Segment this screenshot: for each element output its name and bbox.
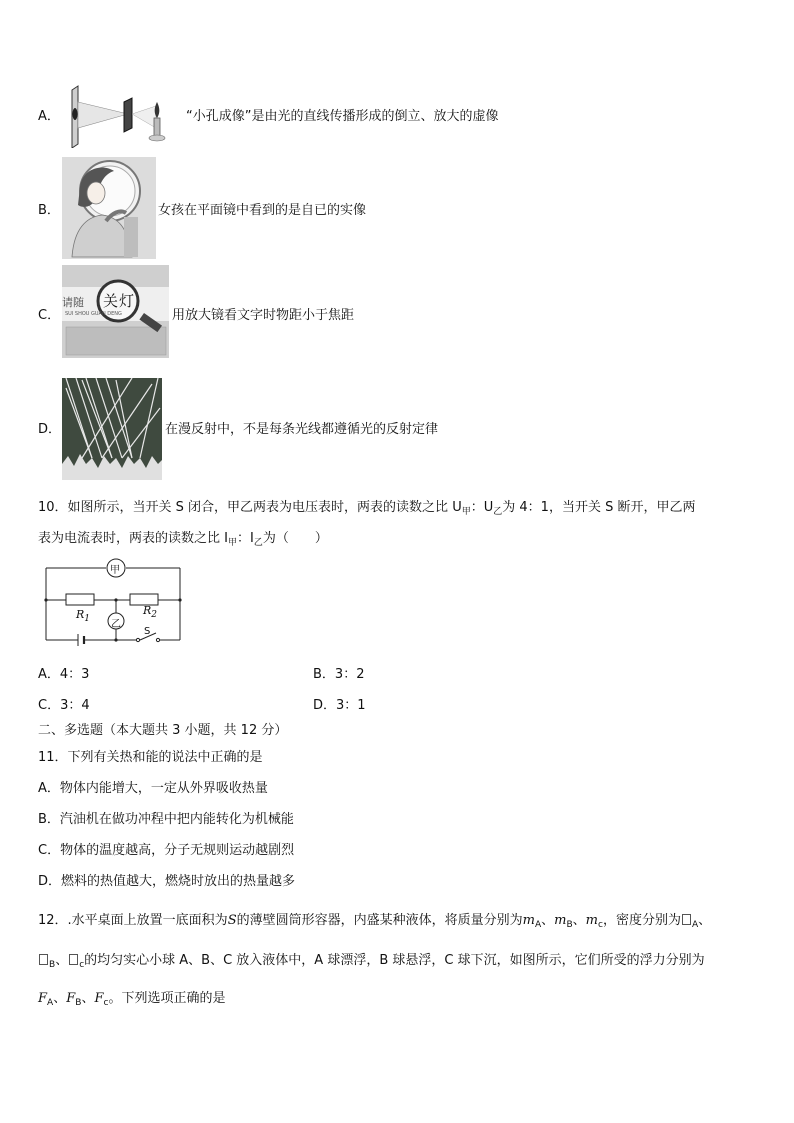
meter-yi-label: 乙 — [111, 619, 121, 630]
diffuse-reflection-figure — [62, 378, 162, 480]
option-b-text: 女孩在平面镜中看到的是自已的实像 — [158, 203, 367, 218]
missing-glyph-rho — [39, 954, 48, 965]
switch-label: S — [144, 626, 151, 637]
q12-stem-line3: $F_A$、$F_B$、$F_c$。下列选项正确的是 — [38, 991, 226, 1008]
card-big-text: 关灯 — [103, 292, 136, 310]
q11-option-c: C．物体的温度越高，分子无规则运动越剧烈 — [38, 843, 295, 858]
q11-option-d: D．燃料的热值越大，燃烧时放出的热量越多 — [38, 874, 296, 889]
option-c-letter: C． — [38, 308, 61, 323]
q10-option-b: B．3：2 — [313, 667, 365, 682]
q10-option-a: A．4：3 — [38, 667, 90, 682]
q11-option-a: A．物体内能增大，一定从外界吸收热量 — [38, 781, 268, 796]
r2-label: $R_2$ — [143, 604, 158, 620]
option-c-text: 用放大镜看文字时物距小于焦距 — [172, 308, 355, 323]
option-b-letter: B． — [38, 203, 60, 218]
q11-stem: 11．下列有关热和能的说法中正确的是 — [38, 750, 263, 765]
card-left-text: 请随 — [62, 296, 84, 309]
magnifier-figure — [62, 265, 169, 358]
missing-glyph-rho — [69, 954, 78, 965]
card-small-text: SUI SHOU GUAN DENG — [65, 311, 122, 317]
missing-glyph-rho — [682, 914, 691, 925]
r1-label: $R_1$ — [76, 608, 91, 624]
q10-stem-line2: 表为电流表时，两表的读数之比 $I_甲$：$I_乙$为（ ） — [38, 531, 328, 548]
q11-option-b: B．汽油机在做功冲程中把内能转化为机械能 — [38, 812, 294, 827]
circuit-diagram — [40, 556, 190, 650]
girl-mirror-figure — [62, 157, 156, 259]
option-d-letter: D． — [38, 422, 62, 437]
q12-stem-line2: $_B$、 $_c$的均匀实心小球 A、B、C 放入液体中，A 球漂浮，B 球悬浮，C 球下沉，如图所示，它们所受的浮力分别为 — [38, 953, 705, 973]
q10-option-d: D．3：1 — [313, 698, 366, 713]
pinhole-imaging-figure — [64, 84, 184, 148]
q10-stem-line1: 10．如图所示，当开关 S 闭合，甲乙两表为电压表时，两表的读数之比 $U_甲$：$U_乙$为 4：1，当开关 S 断开，甲乙两 — [38, 500, 696, 517]
option-a-letter: A． — [38, 109, 60, 124]
q10-option-c: C．3：4 — [38, 698, 90, 713]
q12-stem-line1: 12．.水平桌面上放置一底面积为S的薄壁圆筒形容器，内盛某种液体，将质量分别为$m_A$、$m_B$、$m_c$，密度分别为 $_A$、 — [38, 913, 712, 930]
option-d-text: 在漫反射中，不是每条光线都遵循光的反射定律 — [165, 422, 439, 437]
option-a-text: “小孔成像”是由光的直线传播形成的倒立、放大的虚像 — [186, 109, 499, 124]
section-heading: 二、多选题（本大题共 3 小题，共 12 分） — [38, 723, 288, 738]
meter-jia-label: 甲 — [110, 565, 120, 576]
